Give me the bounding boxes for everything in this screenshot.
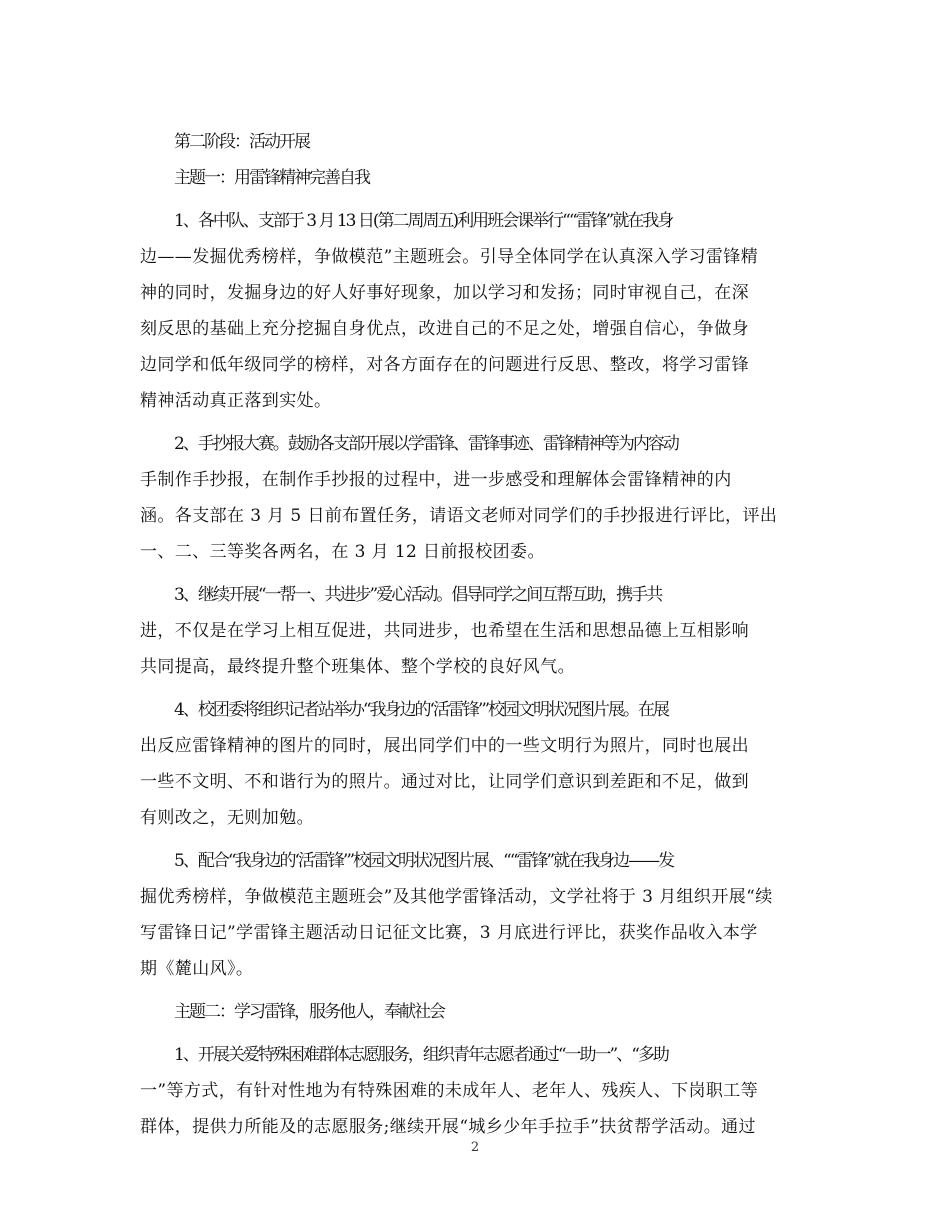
paragraph-line: 涵。各支部在 3 月 5 日前布置任务，请语文老师对同学们的手抄报进行评比，评出	[140, 506, 778, 526]
stage-heading: 第二阶段：活动开展	[174, 132, 309, 152]
paragraph-line: 2、手抄报大赛。鼓励各支部开展以学雷锋、雷锋事迹、雷锋精神等为内容动	[174, 434, 678, 454]
theme-two-heading: 主题二：学习雷锋，服务他人，奉献社会	[174, 1002, 444, 1022]
paragraph-line: 神的同时，发掘身边的好人好事好现象，加以学习和发扬；同时审视自己，在深	[140, 283, 749, 303]
paragraph-line: 1、开展关爱特殊困难群体志愿服务，组织青年志愿者通过“一助一”、“多助	[174, 1045, 668, 1065]
paragraph-line: 精神活动真正落到实处。	[140, 391, 332, 411]
paragraph-line: 有则改之，无则加勉。	[140, 808, 314, 828]
paragraph-line: 刻反思的基础上充分挖掘自身优点，改进自己的不足之处，增强自信心，争做身	[140, 319, 749, 339]
paragraph-line: 1、各中队、支部于 3 月 13 日(第二周周五)利用班会课举行““雷锋”就在我身	[174, 211, 673, 231]
paragraph-line: 群体，提供力所能及的志愿服务;继续开展“城乡少年手拉手”扶贫帮学活动。通过	[140, 1117, 756, 1137]
paragraph-line: 边——发掘优秀榜样，争做模范”主题班会。引导全体同学在认真深入学习雷锋精	[140, 247, 759, 267]
theme-one-heading: 主题一：用雷锋精神完善自我	[174, 168, 369, 188]
paragraph-line: 手制作手抄报，在制作手抄报的过程中，进一步感受和理解体会雷锋精神的内	[140, 470, 732, 490]
paragraph-line: 共同提高，最终提升整个班集体、整个学校的良好风气。	[140, 657, 575, 677]
paragraph-line: 出反应雷锋精神的图片的同时，展出同学们中的一些文明行为照片，同时也展出	[140, 736, 749, 756]
paragraph-line: 进，不仅是在学习上相互促进，共同进步，也希望在生活和思想品德上互相影响	[140, 621, 749, 641]
paragraph-line: 4、校团委将组织记者站举办“我身边的‘活雷锋’”校园文明状况图片展。在展	[174, 700, 669, 720]
paragraph-line: 期《麓山风》。	[140, 959, 254, 979]
paragraph-line: 一”等方式，有针对性地为有特殊困难的未成年人、老年人、残疾人、下岗职工等	[140, 1081, 759, 1101]
paragraph-line: 3、继续开展“一帮一、共进步”爱心活动。倡导同学之间互帮互助，携手共	[174, 585, 662, 605]
paragraph-line: 5、配合“我身边的‘活雷锋’”校园文明状况图片展、““雷锋”就在我身边——发	[174, 851, 674, 871]
paragraph-line: 边同学和低年级同学的榜样，对各方面存在的问题进行反思、整改，将学习雷锋	[140, 355, 749, 375]
paragraph-line: 一些不文明、不和谐行为的照片。通过对比，让同学们意识到差距和不足，做到	[140, 772, 749, 792]
paragraph-line: 一、二、三等奖各两名，在 3 月 12 日前报校团委。	[140, 542, 545, 562]
paragraph-line: 写雷锋日记”学雷锋主题活动日记征文比赛，3 月底进行评比，获奖作品收入本学	[140, 923, 758, 943]
paragraph-line: 掘优秀榜样，争做模范主题班会”及其他学雷锋活动，文学社将于 3 月组织开展“续	[140, 887, 773, 907]
page-number: 2	[470, 1140, 480, 1155]
